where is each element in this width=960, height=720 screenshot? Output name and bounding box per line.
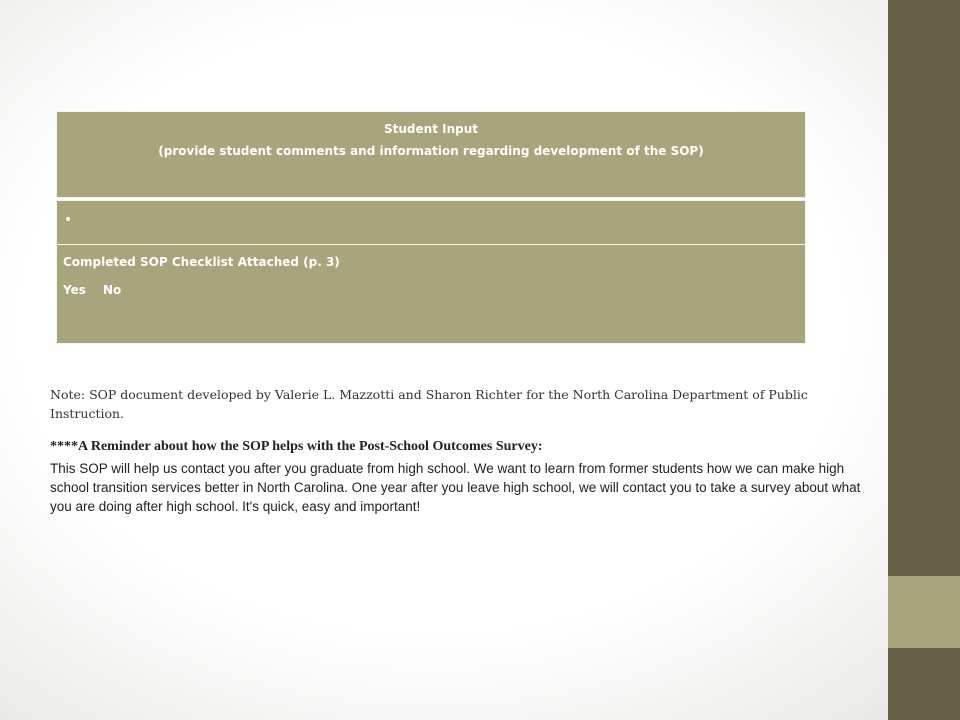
sidebar-bottom-block xyxy=(888,648,960,720)
reminder-body: This SOP will help us contact you after you graduate from high school. We want to learn from former students how we can make high school transition services better in North Carolina. One year after you leave high school, we will contact you to take a survey about what you are doing after high school. It's quick, easy and important! xyxy=(50,461,861,514)
checklist-label: Completed SOP Checklist Attached (p. 3) xyxy=(63,255,340,269)
reminder-title: ****A Reminder about how the SOP helps with the Post-School Outcomes Survey: xyxy=(50,439,543,454)
note-text: Note: SOP document developed by Valerie L. Mazzotti and Sharon Richter for the North Carolina Department of Public Instruction. xyxy=(50,387,808,421)
header-subtitle: (provide student comments and information regarding development of the SOP) xyxy=(158,144,704,158)
student-comments-cell[interactable] xyxy=(56,200,806,245)
table-header-cell xyxy=(56,111,806,198)
decorative-sidebar xyxy=(888,0,960,720)
sidebar-accent-block xyxy=(888,576,960,648)
checklist-cell xyxy=(56,244,806,344)
header-title: Student Input xyxy=(384,122,478,136)
option-yes[interactable]: Yes xyxy=(63,283,86,297)
bullet-icon: • xyxy=(64,212,73,228)
sidebar-top-block xyxy=(888,0,960,576)
option-no[interactable]: No xyxy=(103,283,122,297)
